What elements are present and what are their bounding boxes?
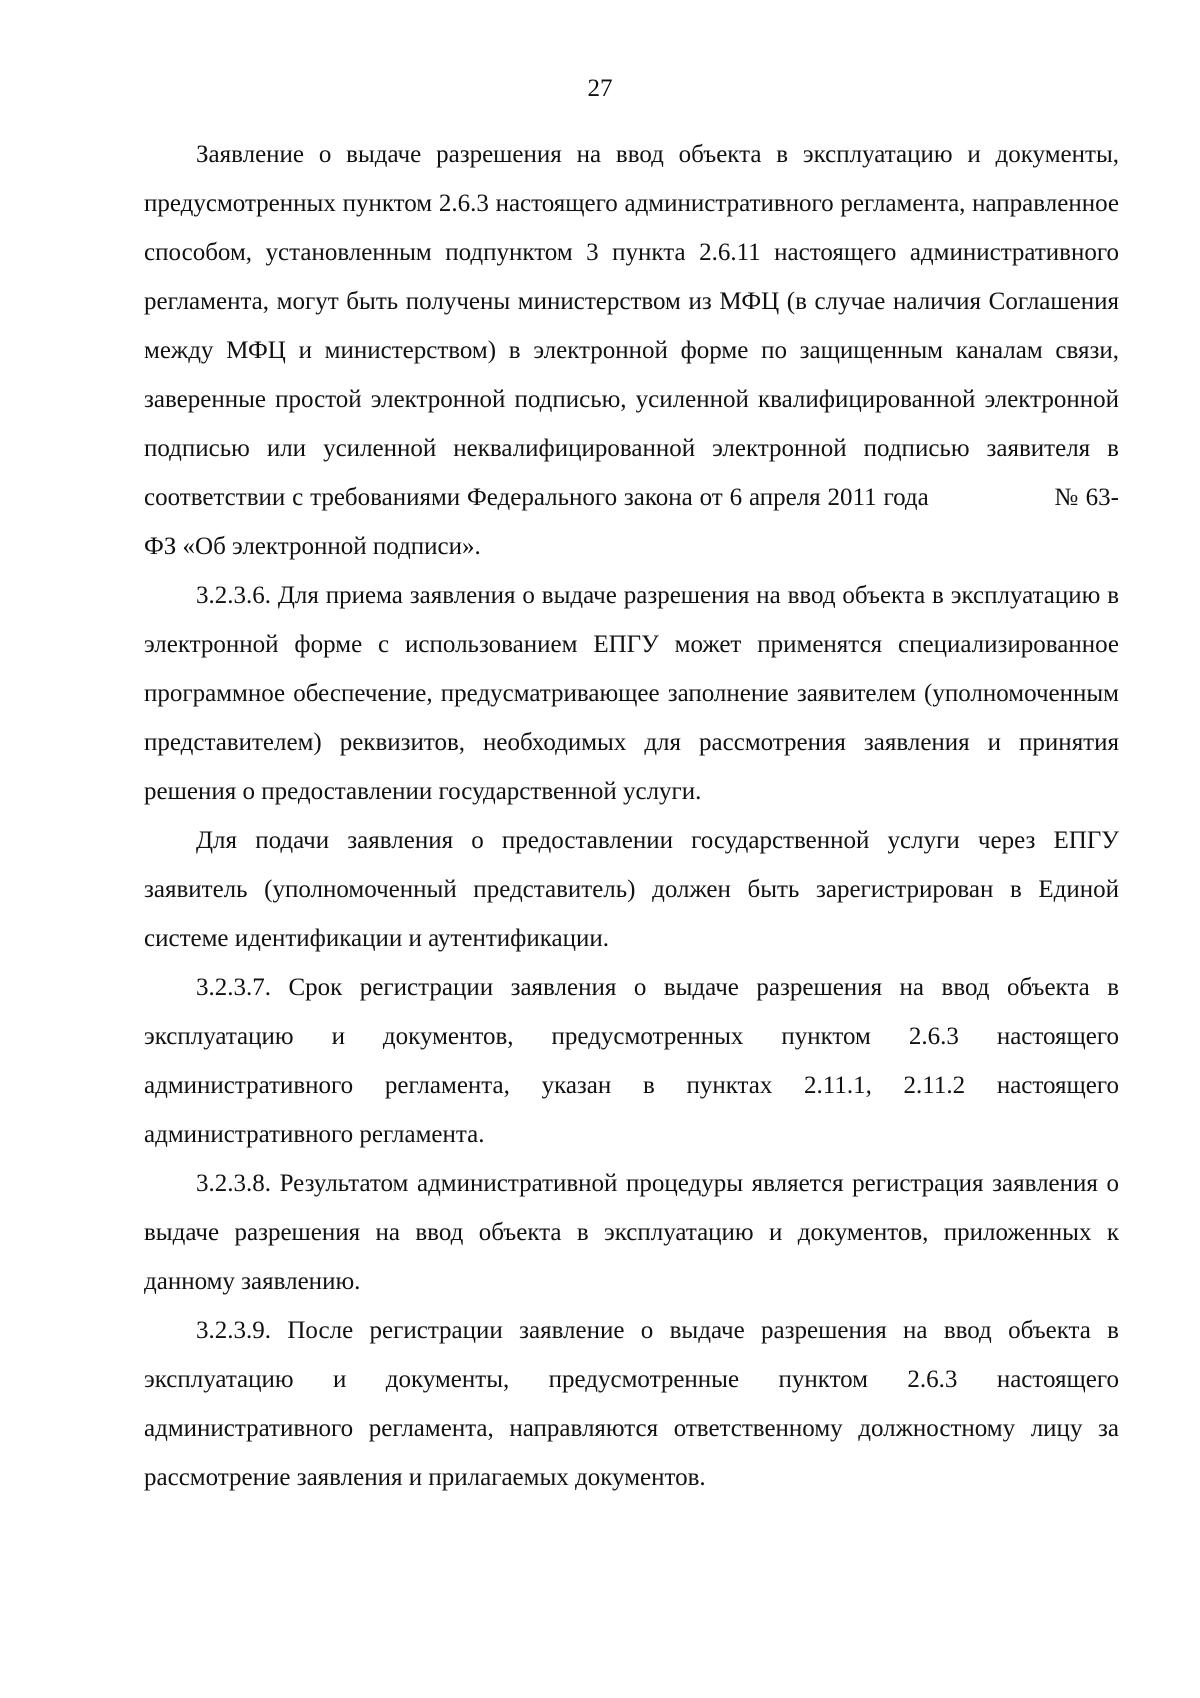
paragraph-3-2-3-9: 3.2.3.9. После регистрации заявление о выдаче разрешения на ввод объекта в эксплуатацию и документы, предусмотренные пунктом 2.6.3 настоящего административного регламента, направляются ответственному должностному лицу за рассмотрение заявления и прилагаемых документов. (144, 1317, 1119, 1491)
paragraph-3-2-3-6: 3.2.3.6. Для приема заявления о выдаче разрешения на ввод объекта в эксплуатацию в электронной форме с использованием ЕПГУ может применятся специализированное программное обеспечение, предусматривающее заполнение заявителем (уполномоченным представителем) реквизитов, необходимых для рассмотрения заявления и принятия решения о предоставлении государственной услуги. (144, 582, 1119, 805)
paragraph-epgu-registration: Для подачи заявления о предоставлении государственной услуги через ЕПГУ заявитель (уполномоченный представитель) должен быть зарегистрирован в Единой системе идентификации и аутентификации. (144, 827, 1119, 952)
paragraph-3-2-3-7: 3.2.3.7. Срок регистрации заявления о выдаче разрешения на ввод объекта в эксплуатацию и документов, предусмотренных пунктом 2.6.3 настоящего административного регламента, указан в пунктах 2.11.1, 2.11.2 настоящего административного регламента. (144, 974, 1119, 1148)
document-body (144, 130, 1119, 1502)
paragraph-3-2-3-8: 3.2.3.8. Результатом административной процедуры является регистрация заявления о выдаче разрешения на ввод объекта в эксплуатацию и документов, приложенных к данному заявлению. (144, 1170, 1119, 1295)
paragraph-1-text: Заявление о выдаче разрешения на ввод объекта в эксплуатацию и документы, предусмотренных пунктом 2.6.3 настоящего административного регламента, направленное способом, установленным подпунктом 3 пункта 2.6.11 настоящего административного регламента, могут быть получены министерством из МФЦ (в случае наличия Соглашения между МФЦ и министерством) в электронной форме по защищенным каналам связи, заверенные простой электронной подписью, усиленной квалифицированной электронной подписью или усиленной неквалифицированной электронной подписью заявителя в соответствии с требованиями Федерального закона от 6 апреля 2011 года (144, 141, 1119, 511)
paragraph-1-law-reference: № 63-ФЗ «Об электронной подписи». (144, 484, 1119, 560)
page-number: 27 (587, 75, 613, 102)
paragraph-1 (144, 130, 1119, 571)
